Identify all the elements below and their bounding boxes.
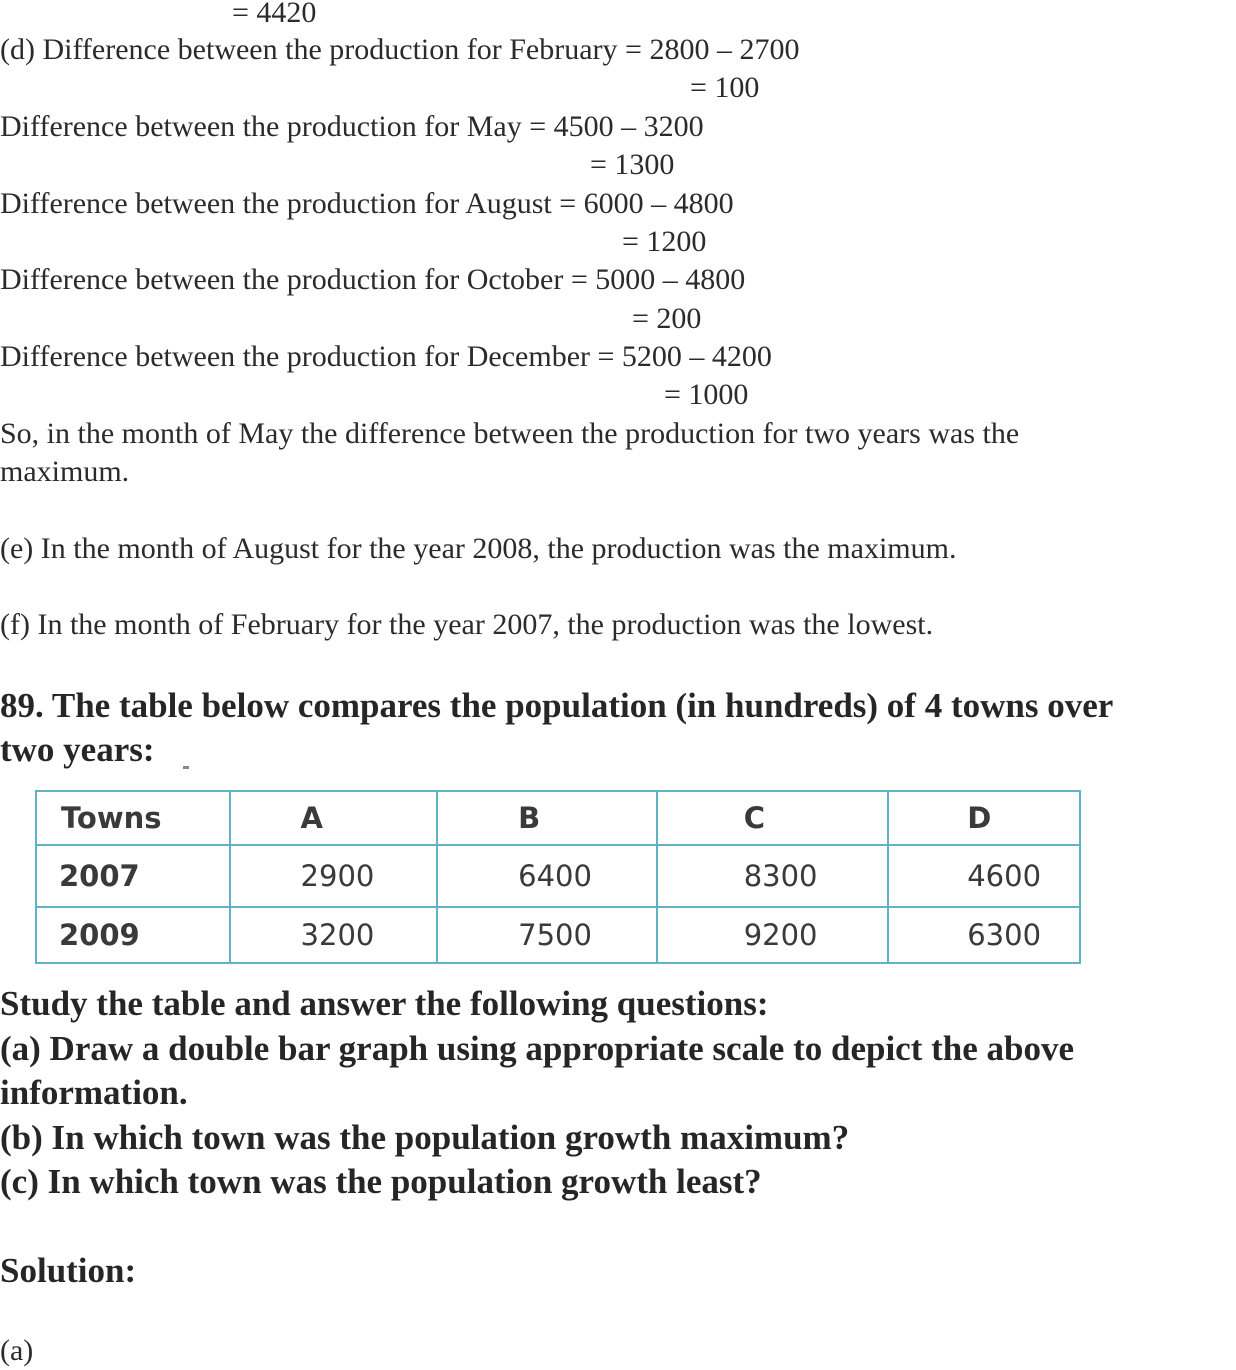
table-cell: 2007 [36,845,230,907]
table-header-cell: A [230,791,438,845]
table-cell: 7500 [437,907,657,963]
calc-line-may: Difference between the production for May = 4500 – 3200 [0,110,704,143]
study-instruction: Study the table and answer the following questions: [0,984,769,1023]
table-cell: 2009 [36,907,230,963]
scan-mark [183,766,189,769]
solution-part-a: (a) [0,1334,34,1367]
population-table [35,790,1081,964]
table-cell: 9200 [657,907,889,963]
table-cell: 2900 [230,845,438,907]
calc-line-october: Difference between the production for October = 5000 – 4800 [0,263,746,296]
question-a-line-2: information. [0,1073,188,1112]
calc-line-december: Difference between the production for December = 5200 – 4200 [0,340,772,373]
table-cell: 4600 [888,845,1080,907]
table-header-cell: Towns [36,791,230,845]
calc-line-february: (d) Difference between the production for February = 2800 – 2700 [0,33,800,66]
calc-result-october: = 200 [632,302,702,335]
conclusion-line-1: So, in the month of May the difference between the production for two years was the [0,417,1020,450]
table-header-row [36,791,1080,845]
conclusion-line-2: maximum. [0,455,130,488]
question-89-line-2: two years: [0,730,155,769]
table-row [36,845,1080,907]
question-c: (c) In which town was the population growth least? [0,1162,762,1201]
table-header-cell: B [437,791,657,845]
calc-result-august: = 1200 [622,225,707,258]
question-89-line-1: 89. The table below compares the population (in hundreds) of 4 towns over [0,686,1114,725]
question-a-line-1: (a) Draw a double bar graph using appropriate scale to depict the above [0,1029,1075,1068]
table-header-cell: C [657,791,889,845]
calc-result-may: = 1300 [590,148,675,181]
calc-result-line: = 4420 [232,0,317,29]
answer-f: (f) In the month of February for the year 2007, the production was the lowest. [0,608,934,641]
table-cell: 8300 [657,845,889,907]
calc-result-december: = 1000 [664,378,749,411]
table-header-cell: D [888,791,1080,845]
question-b: (b) In which town was the population growth maximum? [0,1118,850,1157]
table-cell: 6300 [888,907,1080,963]
calc-result-february: = 100 [690,71,760,104]
table-cell: 3200 [230,907,438,963]
calc-line-august: Difference between the production for August = 6000 – 4800 [0,187,734,220]
table-cell: 6400 [437,845,657,907]
solution-heading: Solution: [0,1251,137,1290]
answer-e: (e) In the month of August for the year 2008, the production was the maximum. [0,532,957,565]
table-row [36,907,1080,963]
